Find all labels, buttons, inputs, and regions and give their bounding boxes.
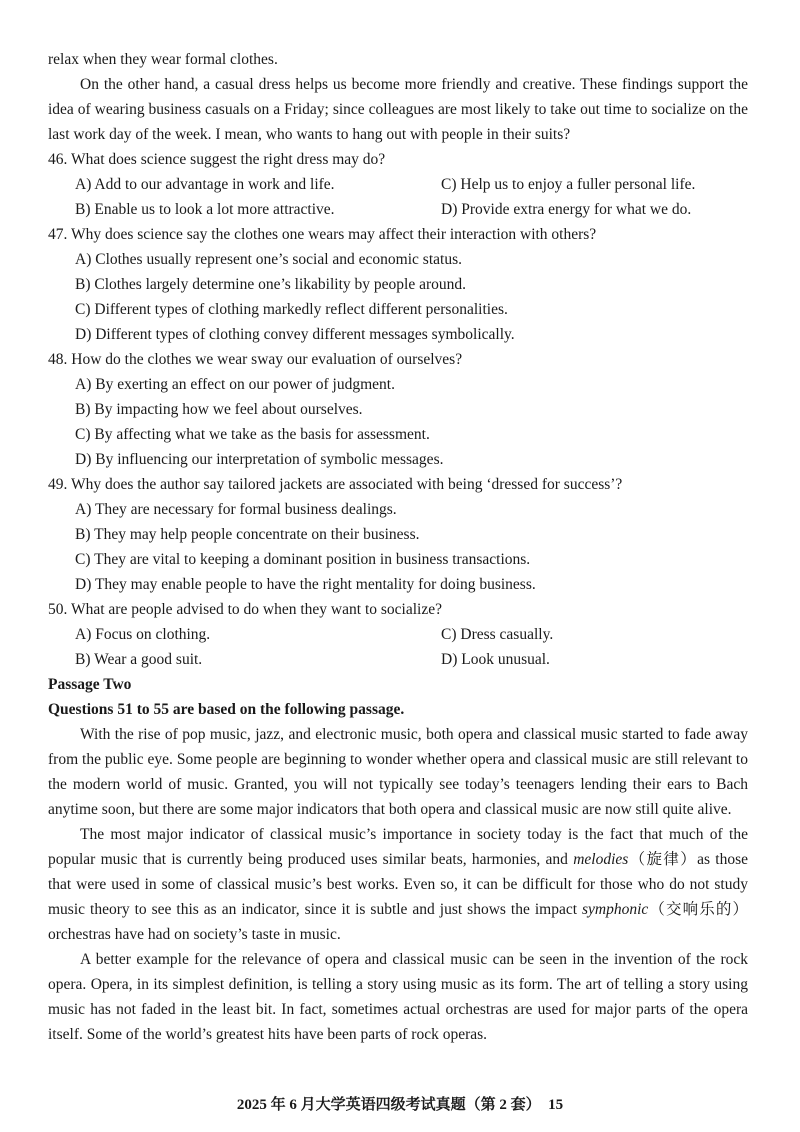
question-48-option-d[interactable]: D) By influencing our interpretation of symbolic messages. <box>75 451 444 468</box>
question-47-option-b[interactable]: B) Clothes largely determine one’s likability by people around. <box>75 276 467 293</box>
question-47-option-c[interactable]: C) Different types of clothing markedly reflect different personalities. <box>75 301 508 318</box>
passage-two-paragraph-2: The most major indicator of classical music’s importance in society today is the fact that much of the popular music that is currently being produced uses similar beats, harmonies, and melodies（旋律）as those that were used in some of classical music’s best works. Even so, it can be difficult for those who do not study music theory to see this as an indicator, since it is subtle and just shows the impact symphonic（交响乐的）orchestras have had on society’s taste in music. <box>48 826 748 943</box>
question-46-option-c[interactable]: C) Help us to enjoy a fuller personal life. <box>441 176 696 193</box>
question-46-option-b[interactable]: B) Enable us to look a lot more attractive. <box>75 201 335 218</box>
question-49-option-c[interactable]: C) They are vital to keeping a dominant position in business transactions. <box>75 551 531 568</box>
question-50-option-b[interactable]: B) Wear a good suit. <box>75 651 203 668</box>
glossed-term-symphonic: symphonic <box>582 901 649 918</box>
gloss-symphonic: （交响乐的） <box>648 901 748 918</box>
question-48-option-b[interactable]: B) By impacting how we feel about ourselves. <box>75 401 363 418</box>
question-50-option-c[interactable]: C) Dress casually. <box>441 626 554 643</box>
question-49-option-a[interactable]: A) They are necessary for formal business dealings. <box>75 501 397 518</box>
question-50-stem: 50. What are people advised to do when they want to socialize? <box>48 601 442 618</box>
passage-two-paragraph-3: A better example for the relevance of opera and classical music can be seen in the invention of the rock opera. Opera, in its simplest definition, is telling a story using music as its form. The art of telling a story using music has not faded in the least bit. In fact, sometimes actual orchestras are used for major parts of the opera itself. Some of the world’s greatest hits have been parts of rock operas. <box>48 951 748 1043</box>
question-47-option-d[interactable]: D) Different types of clothing convey different messages symbolically. <box>75 326 515 343</box>
question-46-stem: 46. What does science suggest the right dress may do? <box>48 151 386 168</box>
question-46-option-d[interactable]: D) Provide extra energy for what we do. <box>441 201 692 218</box>
gloss-melodies: （旋律） <box>628 851 698 868</box>
page-footer: 2025 年 6 月大学英语四级考试真题（第 2 套） 15 <box>236 1097 564 1113</box>
passage-two-heading: Passage Two <box>48 676 132 693</box>
question-48-option-a[interactable]: A) By exerting an effect on our power of judgment. <box>75 376 395 393</box>
passage-two-instruction: Questions 51 to 55 are based on the following passage. <box>48 701 405 718</box>
question-46-option-a[interactable]: A) Add to our advantage in work and life. <box>75 176 335 193</box>
passage-two-body <box>48 722 748 1047</box>
question-49-option-d[interactable]: D) They may enable people to have the right mentality for doing business. <box>75 576 536 593</box>
question-47-stem: 47. Why does science say the clothes one wears may affect their interaction with others? <box>48 226 597 243</box>
question-48-stem: 48. How do the clothes we wear sway our evaluation of ourselves? <box>48 351 463 368</box>
question-49-stem: 49. Why does the author say tailored jackets are associated with being ‘dressed for success’? <box>48 476 623 493</box>
question-48-option-c[interactable]: C) By affecting what we take as the basis for assessment. <box>75 426 430 443</box>
passage-paragraph-casual: On the other hand, a casual dress helps us become more friendly and creative. These findings support the idea of wearing business casuals on a Friday; since colleagues are most likely to take out time to socialize on the last work day of the week. I mean, who wants to hang out with people in their suits? <box>48 76 748 143</box>
question-50-option-a[interactable]: A) Focus on clothing. <box>75 626 211 643</box>
question-50-option-d[interactable]: D) Look unusual. <box>441 651 550 668</box>
glossed-term-melodies: melodies <box>573 851 629 868</box>
question-47-option-a[interactable]: A) Clothes usually represent one’s social and economic status. <box>75 251 462 268</box>
question-49-option-b[interactable]: B) They may help people concentrate on their business. <box>75 526 420 543</box>
passage-two-paragraph-1: With the rise of pop music, jazz, and electronic music, both opera and classical music started to fade away from the public eye. Some people are beginning to wonder whether opera and classical music are still relevant to the modern world of music. Granted, you will not typically see today’s teenagers lending their ears to Bach anytime soon, but there are some major indicators that both opera and classical music are now still quite alive. <box>48 726 748 818</box>
carryover-text: relax when they wear formal clothes. <box>48 51 278 68</box>
